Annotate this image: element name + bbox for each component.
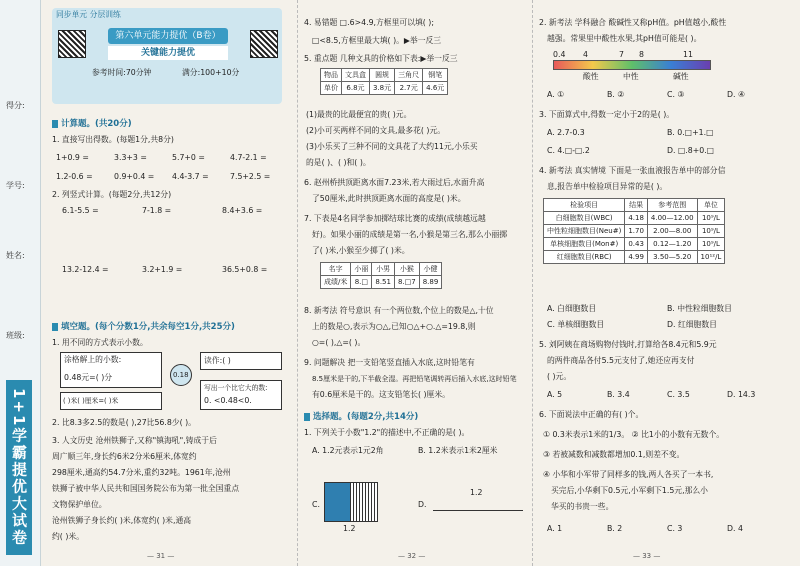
option: B. 0.□+1.□ [667, 128, 714, 137]
q6-line: 6. 赵州桥拱顶距离水面7.23米,若大雨过后,水面升高 [304, 178, 485, 187]
option: D. □.8+0.□ [667, 146, 715, 155]
q4-line: 4. 易错题 □.6>4.9,方框里可以填( ); [304, 18, 434, 27]
scale-tick: 8 [639, 50, 644, 59]
option-b: B. 1.2米表示1米2厘米 [418, 446, 498, 455]
header-top-left: 同步单元 分层训练 [56, 10, 121, 19]
f3-line: 沧州铁狮子身长约( )米,体宽约( )米,通高 [52, 516, 192, 525]
calc-item: 4.4-3.7 = [172, 172, 209, 181]
option: C. 3 [667, 524, 683, 533]
vertical-calc: 8.4+3.6 = [222, 206, 263, 215]
option: A. ① [547, 90, 565, 99]
q4-line: □<8.5,方框里最大填( )。▶举一反三 [312, 36, 442, 45]
option: D. 14.3 [727, 390, 756, 399]
class-label: 班级: [6, 331, 25, 340]
section-calculation: 计算题。(共20分) [52, 117, 132, 129]
f1-title: 1. 用不同的方式表示小数。 [52, 338, 148, 347]
q6-statement: 买完后,小华剩下0.5元,小军剩下1.5元,那么小 [551, 486, 708, 495]
option: A. 白细胞数目 [547, 304, 597, 313]
column-2 [297, 0, 530, 566]
option: A. 1 [547, 524, 563, 533]
q8-line: 上的数是○,表示为○△,已知○△+○.△=19.8,则 [312, 322, 476, 331]
calc-item: 4.7-2.1 = [230, 153, 267, 162]
q7-line: 7. 下表是4名同学参加掷结球比赛的成绩(成绩越远越 [304, 214, 486, 223]
scale-tick: 0.4 [553, 50, 566, 59]
vertical-calc: 36.5+0.8 = [222, 265, 268, 274]
scale-tick: 4 [583, 50, 588, 59]
price-table: 物品 文具盒 圆规 三角尺 钢笔 单价 6.8元 3.8元 2.7元 4.6元 [320, 68, 448, 95]
option: B. 2 [607, 524, 623, 533]
q6-statement: ① 0.3米表示1米的1/3。 ② 比1小的小数有无数个。 [543, 430, 725, 439]
name-label: 姓名: [6, 251, 25, 260]
time-label: 参考时间:70分钟 [92, 68, 152, 77]
q2-line: 2. 新考法 学科融合 酸碱性又称pH值。pH值越小,酸性 [539, 18, 727, 27]
shaded-square [324, 482, 352, 522]
q6-statement: 华买的书贵一些。 [551, 502, 614, 511]
page-number: — 33 — [633, 552, 661, 560]
unit-subtitle: 关键能力提优 [108, 46, 228, 60]
f2-question: 2. 比8.3多2.5的数是( ),27比56.8少( )。 [52, 418, 196, 427]
ph-scale-bar [553, 60, 711, 70]
option: C. ③ [667, 90, 685, 99]
q5-line: ( )元。 [547, 372, 572, 381]
option-a: A. 1.2元表示1元2角 [312, 446, 384, 455]
f3-line: 298厘米,通高约54.7分米,重约32吨。1961年,沧州 [52, 468, 231, 477]
q6-statement: ④ 小华和小军带了同样多的钱,两人各买了一本书, [543, 470, 714, 479]
option: C. 4.□-□.2 [547, 146, 590, 155]
score-label: 得分: [6, 101, 25, 110]
q1-title: 1. 直接写出得数。(每题1分,共8分) [52, 135, 174, 144]
scale-tick: 11 [683, 50, 693, 59]
q7-line: 好)。如果小丽的成绩是第一名,小猴是第三名,那么小丽掷 [312, 230, 508, 239]
scale-tick: 7 [619, 50, 624, 59]
f3-line: 文物保护单位。 [52, 500, 107, 509]
section-fill-blank: 填空题。(每个分数1分,共余每空1分,共25分) [52, 320, 235, 332]
page-number: — 32 — [398, 552, 426, 560]
score-total-label: 满分:100+10分 [182, 68, 240, 77]
q2-line: 越强。常果里中酸性水果,其pH值可能是( )。 [547, 34, 702, 43]
vertical-calc: 7-1.8 = [142, 206, 172, 215]
scale-word: 酸性 [583, 72, 599, 81]
q7-line: 了( )米,小猴至少掷了( )米。 [312, 246, 410, 255]
calc-item: 1.2-0.6 = [56, 172, 93, 181]
blood-report-table: 检验项目 结果 参考范围 单位 白细胞数目(WBC) 4.18 4.00—12.00 10⁹/L 中性粒细胞数目(Neu#) 1.70 2.00—8.00 10⁹/L 单核细胞数目(Mon#) 0.43 0.12—1.20 10⁹/L 红细胞数目(RBC) 4.99 3.50—5.20 10¹²/L [543, 198, 725, 264]
f3-line: 约( )米。 [52, 532, 84, 541]
calc-item: 5.7+0 = [172, 153, 205, 162]
q5-sub: (2)小可买两样不同的文具,最多花( )元。 [306, 126, 446, 135]
q2-title: 2. 列竖式计算。(每题2分,共12分) [52, 190, 172, 199]
option: B. ② [607, 90, 625, 99]
q3-line: 3. 下面算式中,得数一定小于2的是( )。 [539, 110, 675, 119]
q5-line: 的两件商品各付5.5元支付了,她还应再支付 [547, 356, 695, 365]
compare-box: 写出一个比它大的数: 0. <0.48<0. [200, 380, 282, 410]
q4-line: 息,报告单中检验项目异常的是( )。 [547, 182, 668, 191]
option: B. 3.4 [607, 390, 630, 399]
q9-line: 8.5厘米是干的,下半截全湿。再把铅笔调转再后插入水底,这时铅笔 [312, 375, 517, 383]
q8-line: 8. 新考法 符号意识 有一个两位数,个位上的数是△,十位 [304, 306, 494, 315]
scale-word: 中性 [623, 72, 639, 81]
read-box: 读作:( ) [200, 352, 282, 370]
unit-box: ( )米( )厘米=( )米 [60, 392, 162, 410]
q5-line: 5. 刘阿姨在商场购物付钱时,打算给各8.4元和5.9元 [539, 340, 717, 349]
section-choice: 选择题。(每题2分,共14分) [304, 410, 418, 422]
page-number: — 31 — [147, 552, 175, 560]
sidebar [0, 0, 41, 566]
brand-logo: 1+1学霸提优大试卷 [6, 380, 32, 555]
option: D. 4 [727, 524, 743, 533]
f3-line: 周广顺三年,身长约6米2分米6厘米,体宽约 [52, 452, 197, 461]
q5-sub: (3)小乐买了三种不同的文具花了大约11元,小乐买 [306, 142, 478, 151]
calc-item: 3.3+3 = [114, 153, 147, 162]
option: C. 3.5 [667, 390, 690, 399]
q5-title: 5. 重点题 几种文具的价格如下表:▶举一反三 [304, 54, 458, 63]
calc-item: 0.9+0.4 = [114, 172, 155, 181]
decimal-box: 涂格解上的小数: 0.48元=( )分 [60, 352, 162, 388]
f3-line: 3. 人文历史 沧州铁狮子,又称"镇海吼",铸成于后 [52, 436, 217, 445]
vertical-calc: 6.1-5.5 = [62, 206, 99, 215]
option: C. 单核细胞数目 [547, 320, 605, 329]
q6-statement: ③ 若被减数和减数都增加0.1,则差不变。 [543, 450, 685, 459]
number-line-label: 1.2 [470, 488, 483, 497]
option: D. 红细胞数目 [667, 320, 717, 329]
option-c: C. [312, 500, 320, 509]
vertical-calc: 3.2+1.9 = [142, 265, 183, 274]
q8-line: ○=( ),△=( )。 [312, 338, 366, 347]
q9-line: 9. 问题解决 把一支铅笔竖直插入水底,这时铅笔有 [304, 358, 475, 367]
option-d: D. [418, 500, 427, 509]
scale-word: 碱性 [673, 72, 689, 81]
option: A. 5 [547, 390, 563, 399]
q9-line: 有0.6厘米是干的。这支铅笔长( )厘米。 [312, 390, 450, 399]
number-line [433, 510, 523, 511]
c1-title: 1. 下列关于小数"1.2"的描述中,不正确的是( )。 [304, 428, 470, 437]
student-id-label: 学号: [6, 181, 25, 190]
q5-sub: (1)最贵的比最便宜的贵( )元。 [306, 110, 412, 119]
column-1 [42, 0, 292, 566]
vertical-calc: 13.2-12.4 = [62, 265, 109, 274]
qr-code-icon [250, 30, 278, 58]
calc-item: 1+0.9 = [56, 153, 89, 162]
q4-line: 4. 新考法 真实情境 下面是一张血液报告单中的部分信 [539, 166, 726, 175]
decimal-circle: 0.18 [170, 364, 192, 386]
score-table: 名字 小丽 小男 小猴 小健 成绩/米 8.□ 8.51 8.□7 8.89 [320, 262, 442, 289]
q6-line: 了50厘米,此时拱顶距离水面的高度是( )米。 [312, 194, 466, 203]
qr-code-icon [58, 30, 86, 58]
option: A. 2.7-0.3 [547, 128, 585, 137]
q6-line: 6. 下面说法中正确的有( )个。 [539, 410, 644, 419]
option: D. ④ [727, 90, 745, 99]
figure-label: 1.2 [343, 524, 356, 533]
column-3 [532, 0, 795, 566]
calc-item: 7.5+2.5 = [230, 172, 271, 181]
q5-sub: 的是( )、( )和( )。 [306, 158, 371, 167]
f3-line: 铁狮子被中华人民共和国国务院公布为第一批全国重点 [52, 484, 240, 493]
header-card [52, 8, 282, 104]
unit-title: 第六单元能力提优（B卷） [108, 28, 228, 44]
option: B. 中性粒细胞数目 [667, 304, 732, 313]
striped-square [350, 482, 378, 522]
